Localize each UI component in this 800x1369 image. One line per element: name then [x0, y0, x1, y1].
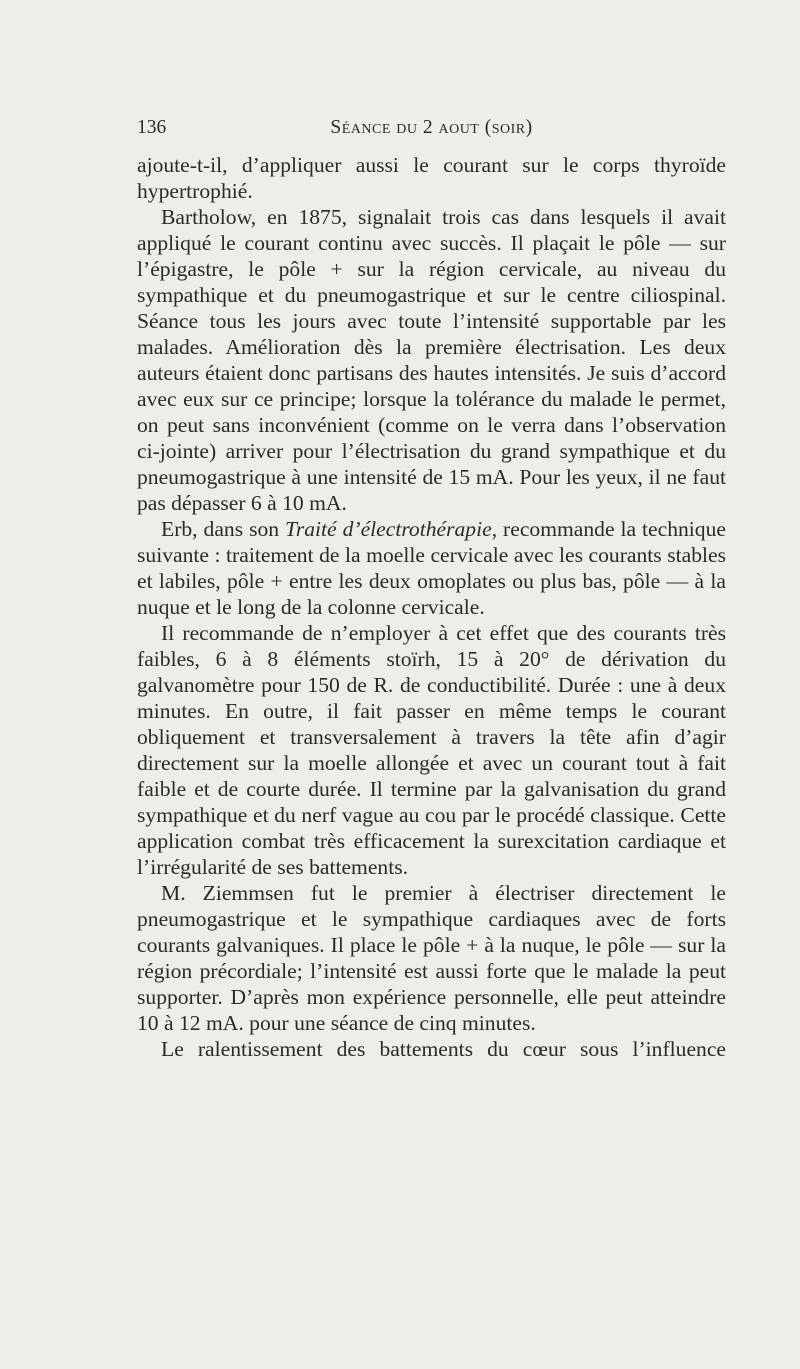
paragraph-erb	[137, 516, 726, 620]
paragraph-recommandation: Il recommande de n’employer à cet effet que des courants très faibles, 6 à 8 éléments stoïrh, 15 à 20° de dérivation du galvanomètre pour 150 de R. de conductibilité. Durée : une à deux minutes. En outre, il fait passer en même temps le courant obliquement et transversalement à travers la tête afin d’agir directement sur la moelle allongée et avec un courant tout à fait faible et de courte durée. Il termine par la galvanisation du grand sympathique et du nerf vague au cou par le procédé classique. Cette application combat très efficacement la surexcitation cardiaque et l’irrégularité de ses battements.	[137, 621, 726, 879]
book-title-traite: Traité d’électrothérapie	[285, 517, 492, 541]
running-head: Séance du 2 aout (soir)	[330, 117, 533, 138]
page-header	[137, 117, 726, 147]
page-number: 136	[137, 117, 167, 138]
paragraph-bartholow: Bartholow, en 1875, signalait trois cas dans lesquels il avait appliqué le courant continu avec succès. Il plaçait le pôle — sur l’épigastre, le pôle + sur la région cervicale, au niveau du sympathique et du pneumogastrique et sur le centre ciliospinal. Séance tous les jours avec toute l’intensité supportable par les malades. Amélioration dès la première électrisation. Les deux auteurs étaient donc partisans des hautes intensités. Je suis d’accord avec eux sur ce principe; lorsque la tolérance du malade le permet, on peut sans inconvénient (comme on le verra dans l’observation ci-jointe) arriver pour l’électrisation du grand sympathique et du pneumogastrique à une intensité de 15 mA. Pour les yeux, il ne faut pas dépasser 6 à 10 mA.	[137, 205, 726, 515]
body-text	[137, 152, 726, 1062]
paragraph-erb-after: , recommande la technique suivante : traitement de la moelle cervicale avec les courants stables et labiles, pôle + entre les deux omoplates ou plus bas, pôle — à la nuque et le long de la colonne cervicale.	[137, 517, 726, 619]
paragraph-continuation: ajoute-t-il, d’appliquer aussi le courant sur le corps thyroïde hypertrophié.	[137, 153, 726, 203]
paragraph-ralentissement: Le ralentissement des battements du cœur sous l’influence	[161, 1037, 726, 1061]
paragraph-ziemmsen: M. Ziemmsen fut le premier à électriser directement le pneumogastrique et le sympathique cardiaques avec de forts courants galvaniques. Il place le pôle + à la nuque, le pôle — sur la région précordiale; l’intensité est aussi forte que le malade la peut supporter. D’après mon expérience personnelle, elle peut atteindre 10 à 12 mA. pour une séance de cinq minutes.	[137, 881, 726, 1035]
paragraph-erb-before: Erb, dans son	[161, 517, 286, 541]
